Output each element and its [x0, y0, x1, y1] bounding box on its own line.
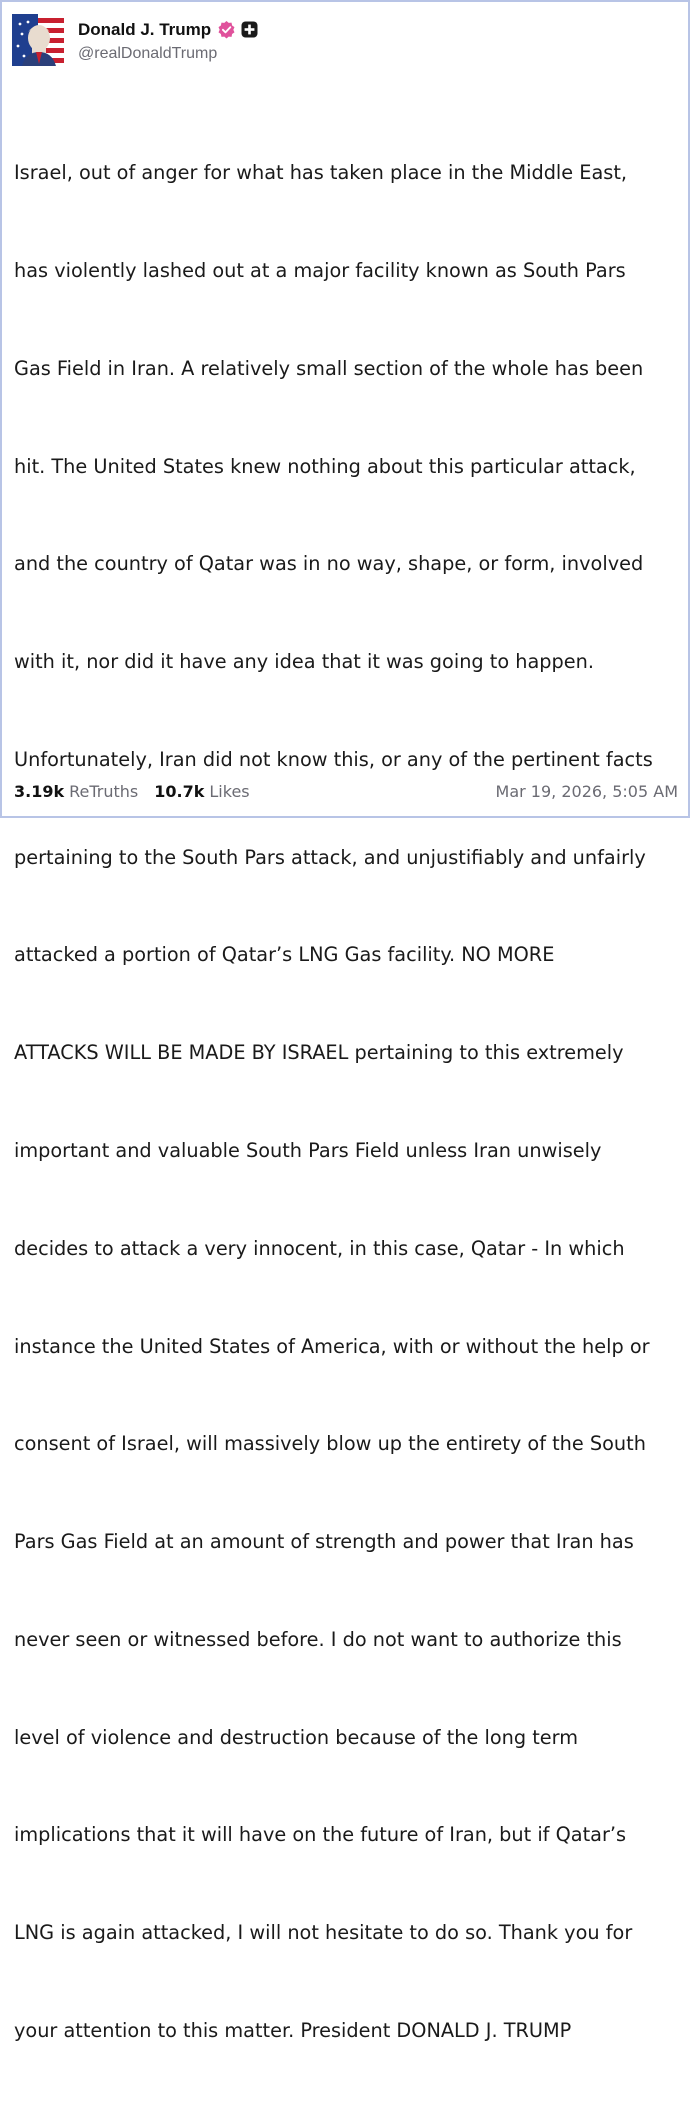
name-row — [78, 18, 258, 42]
post-text-line: your attention to this matter. President DONALD J. TRUMP — [14, 2019, 572, 2043]
post-text-line: decides to attack a very innocent, in this case, Qatar - In which — [14, 1236, 625, 1260]
avatar[interactable] — [12, 14, 64, 66]
post-text-line: important and valuable South Pars Field unless Iran unwisely — [14, 1139, 602, 1162]
post-text-line: and the country of Qatar was in no way, shape, or form, involved — [14, 552, 644, 576]
post-text-line: implications that it will have on the future of Iran, but if Qatar’s — [14, 1823, 627, 1847]
post-text-line: pertaining to the South Pars attack, and unjustifiably and unfairly — [14, 845, 646, 869]
post-text-line: instance the United States of America, with or without the help or — [14, 1334, 650, 1358]
post-text-line: consent of Israel, will massively blow up the entirety of the South — [14, 1432, 646, 1456]
retruths-count: 3.19k — [14, 781, 65, 801]
post-text-line: Gas Field in Iran. A relatively small section of the whole has been — [14, 356, 644, 380]
post-text-line: LNG is again attacked, I will not hesitate to do so. Thank you for — [14, 1921, 633, 1945]
post-footer — [14, 778, 678, 804]
post-text-line: with it, nor did it have any idea that it was going to happen. — [14, 650, 594, 674]
post-text-line: hit. The United States knew nothing about this particular attack, — [14, 454, 636, 478]
author-handle[interactable]: @realDonaldTrump — [78, 44, 218, 62]
verified-badge-icon — [217, 20, 236, 39]
post-text-line: level of violence and destruction because of the long term — [14, 1725, 579, 1749]
post-text-line: ATTACKS WILL BE MADE BY ISRAEL pertaining to this extremely — [14, 1041, 624, 1065]
post-header — [12, 14, 258, 66]
post-text-line: Unfortunately, Iran did not know this, or any of the pertinent facts — [14, 747, 653, 771]
post-text-line: Pars Gas Field at an amount of strength and power that Iran has — [14, 1530, 634, 1554]
post-text-line: has violently lashed out at a major facility known as South Pars — [14, 258, 626, 282]
post-timestamp[interactable]: Mar 19, 2026, 5:05 AM — [495, 781, 678, 801]
retruths-label: ReTruths — [69, 781, 139, 801]
post-body — [14, 92, 694, 2113]
post-text-line: Israel, out of anger for what has taken place in the Middle East, — [14, 161, 628, 185]
avatar-flag-portrait-icon — [12, 14, 64, 66]
post-text-line: attacked a portion of Qatar’s LNG Gas facility. NO MORE — [14, 943, 555, 967]
post-text-line: never seen or witnessed before. I do not want to authorize this — [14, 1627, 622, 1651]
plus-badge-icon — [241, 21, 258, 38]
likes-label: Likes — [209, 781, 250, 801]
likes-count: 10.7k — [154, 781, 205, 801]
author-identity — [78, 18, 258, 63]
author-display-name[interactable]: Donald J. Trump — [78, 19, 212, 39]
retruths-stat[interactable] — [14, 782, 138, 801]
likes-stat[interactable] — [154, 782, 249, 801]
